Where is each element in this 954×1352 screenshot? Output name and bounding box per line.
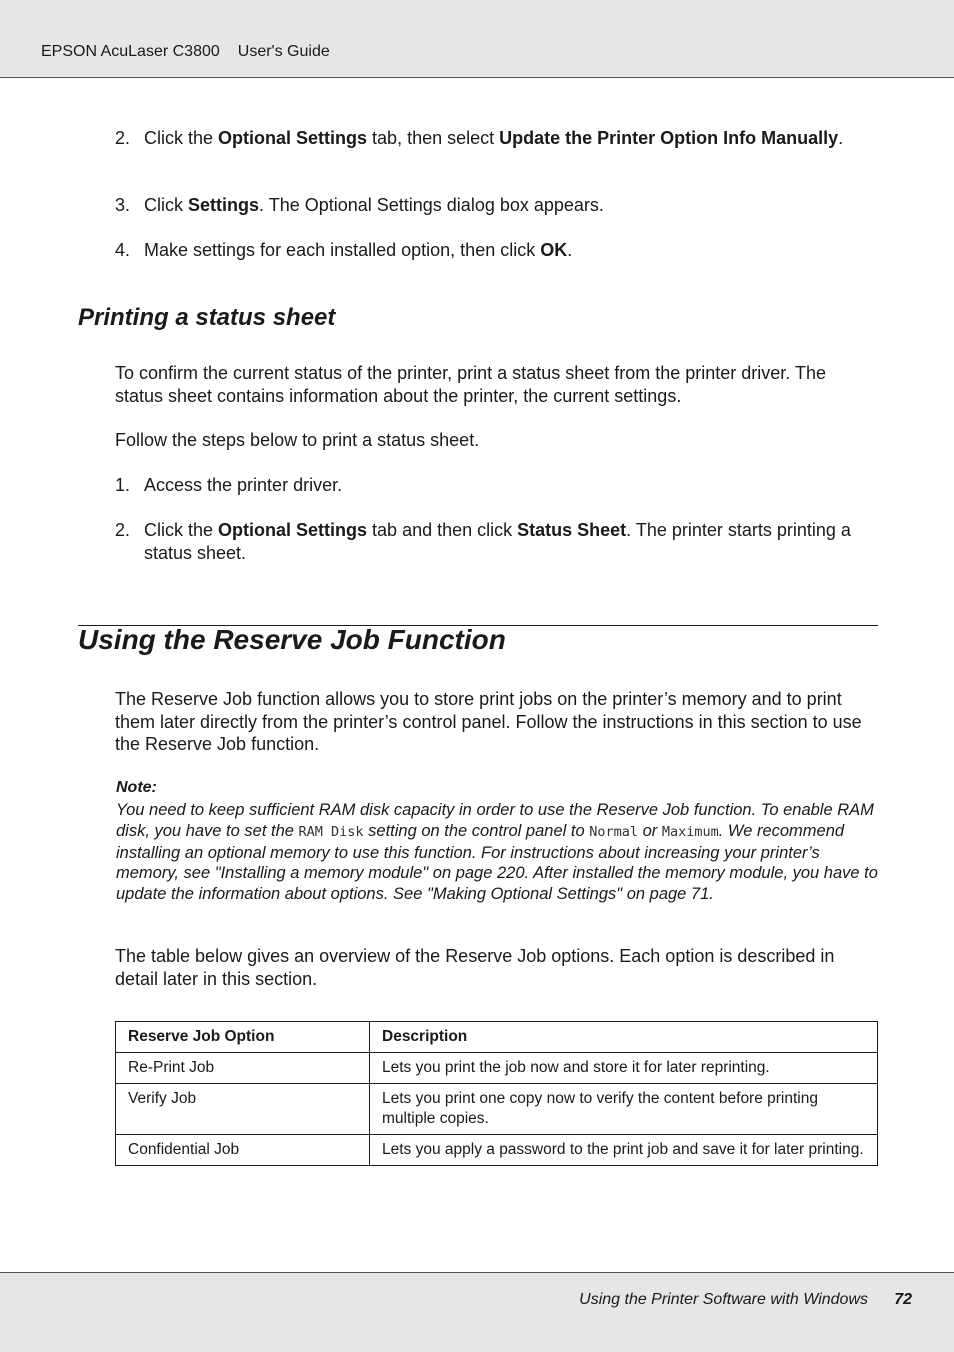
description-cell: Lets you print the job now and store it for later reprinting. (370, 1053, 878, 1084)
step-number: 2. (115, 128, 131, 148)
note-text: You need to keep sufficient RAM disk capacity in order to use the Reserve Job function. To enable RAM disk, you have to set the RAM Disk setting on the control panel to Normal or Maximum. We recommend installing an optional memory to use this function. For instructions about increasing your printer’s memory, see "Installing a memory module" on page 220. After installed the memory module, you have to update the information about options. See "Making Optional Settings" on page 71. (116, 801, 878, 904)
step-number: 4. (115, 240, 131, 260)
reserve-job-table (115, 1021, 878, 1166)
step-item (115, 194, 877, 217)
reserve-intro: The Reserve Job function allows you to store print jobs on the printer’s memory and to print them later directly from the printer’s control panel. Follow the instructions in this section to use the Reserve Job function. (115, 689, 862, 754)
step-number: 1. (115, 475, 131, 495)
status-follow: Follow the steps below to print a status sheet. (115, 430, 480, 450)
step-text: Click the Optional Settings tab, then select Update the Printer Option Info Manually. (144, 128, 844, 148)
description-cell: Lets you apply a password to the print job and save it for later printing. (370, 1135, 878, 1166)
step-text: Click the Optional Settings tab and then click Status Sheet. The printer starts printing a status sheet. (144, 520, 851, 563)
maximum-value: Maximum (661, 823, 719, 840)
option-cell: Confidential Job (116, 1135, 370, 1166)
description-cell: Lets you print one copy now to verify the content before printing multiple copies. (370, 1084, 878, 1135)
normal-value: Normal (589, 823, 638, 840)
step-item (115, 239, 877, 262)
step-number: 2. (115, 520, 131, 540)
footer-section-title: Using the Printer Software with Windows (579, 1291, 868, 1308)
status-intro: To confirm the current status of the printer, print a status sheet from the printer driver. The status sheet contains information about the printer, the current settings. (115, 363, 826, 406)
ram-disk-setting: RAM Disk (298, 823, 364, 840)
guide-name: User's Guide (237, 43, 330, 60)
page-footer (0, 1272, 954, 1352)
column-header-description: Description (370, 1022, 878, 1053)
section-heading-status-sheet: Printing a status sheet (78, 304, 336, 331)
step-item (115, 474, 877, 497)
column-header-option: Reserve Job Option (116, 1022, 370, 1053)
table-header-row (116, 1022, 878, 1053)
table-intro: The table below gives an overview of the Reserve Job options. Each option is described in detail later in this section. (115, 946, 835, 989)
note-label: Note: (116, 779, 157, 796)
step-item (115, 127, 877, 150)
table-row (116, 1084, 878, 1135)
step-number: 3. (115, 195, 131, 215)
product-name: EPSON AcuLaser C3800 (41, 43, 220, 60)
header-text (41, 43, 330, 61)
option-cell: Verify Job (116, 1084, 370, 1135)
option-cell: Re-Print Job (116, 1053, 370, 1084)
page-header (0, 0, 954, 78)
table-row (116, 1053, 878, 1084)
section-heading-reserve-job: Using the Reserve Job Function (78, 624, 506, 655)
step-text: Access the printer driver. (144, 475, 343, 495)
step-text: Make settings for each installed option, then click OK. (144, 240, 573, 260)
step-item (115, 519, 877, 565)
table-row (116, 1135, 878, 1166)
step-text: Click Settings. The Optional Settings dialog box appears. (144, 195, 604, 215)
page-number: 72 (894, 1291, 912, 1308)
